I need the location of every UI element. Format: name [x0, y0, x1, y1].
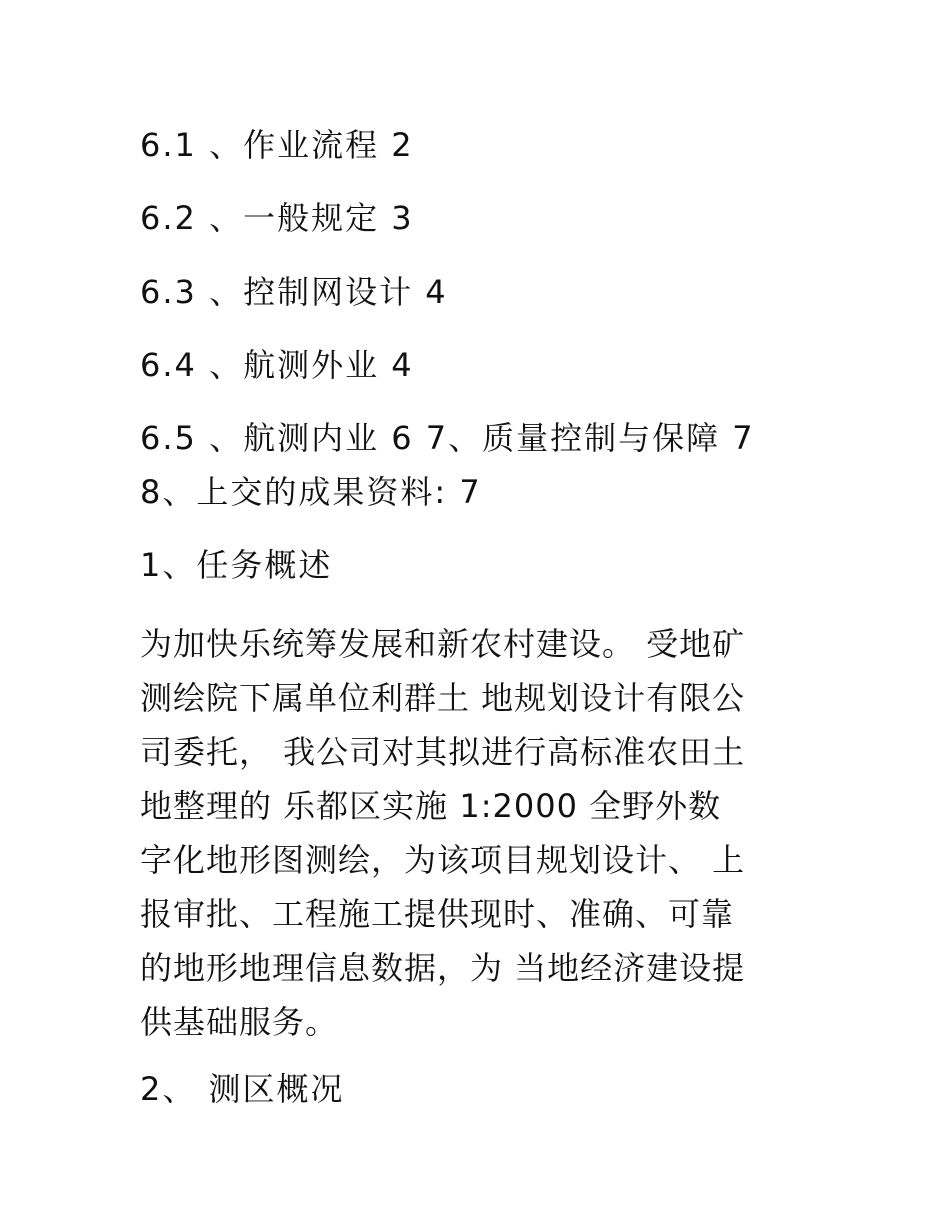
paragraph-line: 测绘院下属单位利群土 地规划设计有限公	[140, 679, 746, 717]
toc-entry-6-3: 6.3 、控制网设计 4	[140, 273, 448, 311]
paragraph-line: 报审批、工程施工提供现时、准确、可靠	[140, 895, 735, 933]
toc-entry-6-2: 6.2 、一般规定 3	[140, 199, 414, 237]
paragraph-line: 供基础服务。	[140, 1003, 339, 1041]
section-heading-survey-area: 2、 测区概况	[140, 1070, 345, 1108]
paragraph-line: 为加快乐统筹发展和新农村建设。 受地矿	[140, 625, 746, 663]
paragraph-line: 字化地形图测绘，为该项目规划设计、 上	[140, 841, 746, 879]
section-heading-task-overview: 1、任务概述	[140, 546, 333, 584]
paragraph-line: 地整理的 乐都区实施 1:2000 全野外数	[140, 787, 722, 825]
paragraph-line: 司委托， 我公司对其拟进行高标准农田土	[140, 733, 746, 771]
paragraph-line: 的地形地理信息数据，为 当地经济建设提	[140, 949, 746, 987]
toc-entry-6-1: 6.1 、作业流程 2	[140, 126, 414, 164]
toc-entry-6-4: 6.4 、航测外业 4	[140, 346, 414, 384]
toc-entry-6-5-and-7: 6.5 、航测内业 6 7、质量控制与保障 7	[140, 419, 755, 457]
toc-entry-8: 8、上交的成果资料: 7	[140, 473, 482, 511]
task-overview-paragraph	[140, 617, 820, 1049]
